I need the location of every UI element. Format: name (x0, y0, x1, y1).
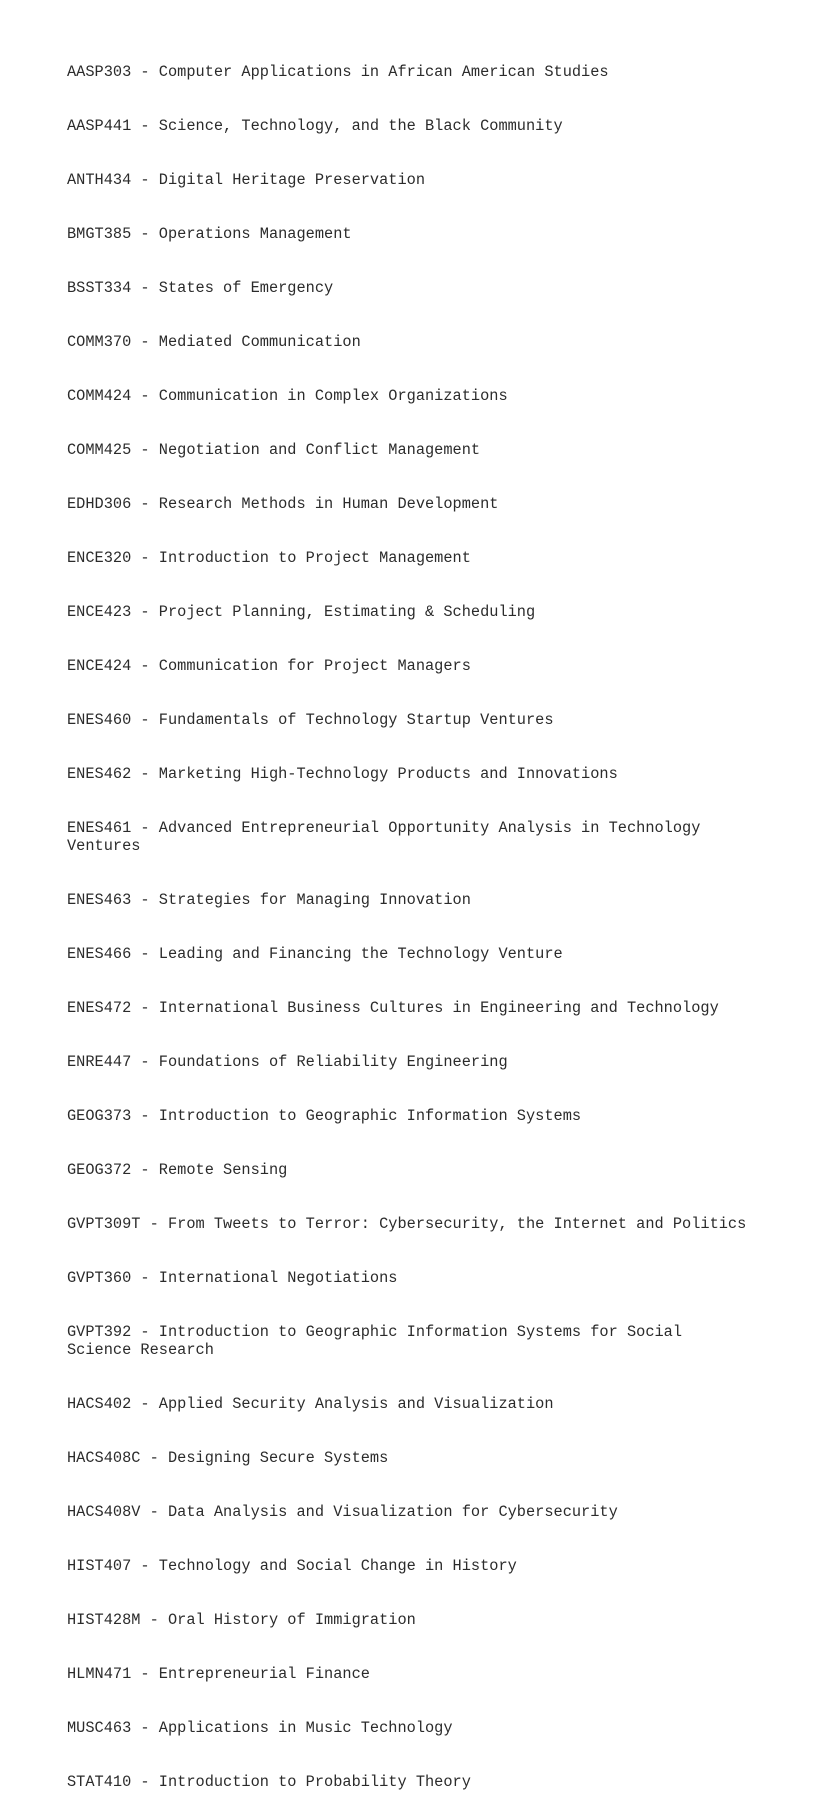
course-item: HACS408C - Designing Secure Systems (67, 1449, 389, 1467)
course-item: ENES466 - Leading and Financing the Technology Venture (67, 945, 563, 963)
course-item: EDHD306 - Research Methods in Human Development (67, 495, 499, 513)
course-item: ANTH434 - Digital Heritage Preservation (67, 171, 426, 189)
course-item: ENES460 - Fundamentals of Technology Startup Ventures (67, 711, 554, 729)
course-item: COMM370 - Mediated Communication (67, 333, 361, 351)
course-item: ENCE423 - Project Planning, Estimating & Scheduling (67, 603, 536, 621)
course-item: HIST407 - Technology and Social Change in History (67, 1557, 517, 1575)
course-item: BMGT385 - Operations Management (67, 225, 352, 243)
course-item: AASP303 - Computer Applications in African American Studies (67, 63, 609, 81)
course-list (67, 27, 807, 1809)
course-item: GEOG373 - Introduction to Geographic Information Systems (67, 1107, 582, 1125)
course-item: ENES472 - International Business Cultures in Engineering and Technology (67, 999, 719, 1017)
course-item: MUSC463 - Applications in Music Technology (67, 1719, 453, 1737)
course-item: GVPT392 - Introduction to Geographic Information Systems for Social Science Research (67, 1323, 683, 1359)
course-item: HLMN471 - Entrepreneurial Finance (67, 1665, 370, 1683)
course-item: HIST428M - Oral History of Immigration (67, 1611, 416, 1629)
course-item: GEOG372 - Remote Sensing (67, 1161, 288, 1179)
course-item: ENES461 - Advanced Entrepreneurial Opportunity Analysis in Technology Ventures (67, 819, 701, 855)
course-item: ENRE447 - Foundations of Reliability Engineering (67, 1053, 508, 1071)
course-item: ENCE424 - Communication for Project Managers (67, 657, 471, 675)
course-item: HACS408V - Data Analysis and Visualization for Cybersecurity (67, 1503, 618, 1521)
course-item: STAT410 - Introduction to Probability Theory (67, 1773, 471, 1791)
course-item: COMM424 - Communication in Complex Organizations (67, 387, 508, 405)
course-item: BSST334 - States of Emergency (67, 279, 334, 297)
course-item: ENCE320 - Introduction to Project Management (67, 549, 471, 567)
course-item: HACS402 - Applied Security Analysis and Visualization (67, 1395, 554, 1413)
course-item: ENES462 - Marketing High-Technology Products and Innovations (67, 765, 618, 783)
course-item: GVPT360 - International Negotiations (67, 1269, 398, 1287)
course-item: COMM425 - Negotiation and Conflict Management (67, 441, 481, 459)
course-item: AASP441 - Science, Technology, and the Black Community (67, 117, 563, 135)
course-item: GVPT309T - From Tweets to Terror: Cybersecurity, the Internet and Politics (67, 1215, 747, 1233)
course-item: ENES463 - Strategies for Managing Innovation (67, 891, 471, 909)
